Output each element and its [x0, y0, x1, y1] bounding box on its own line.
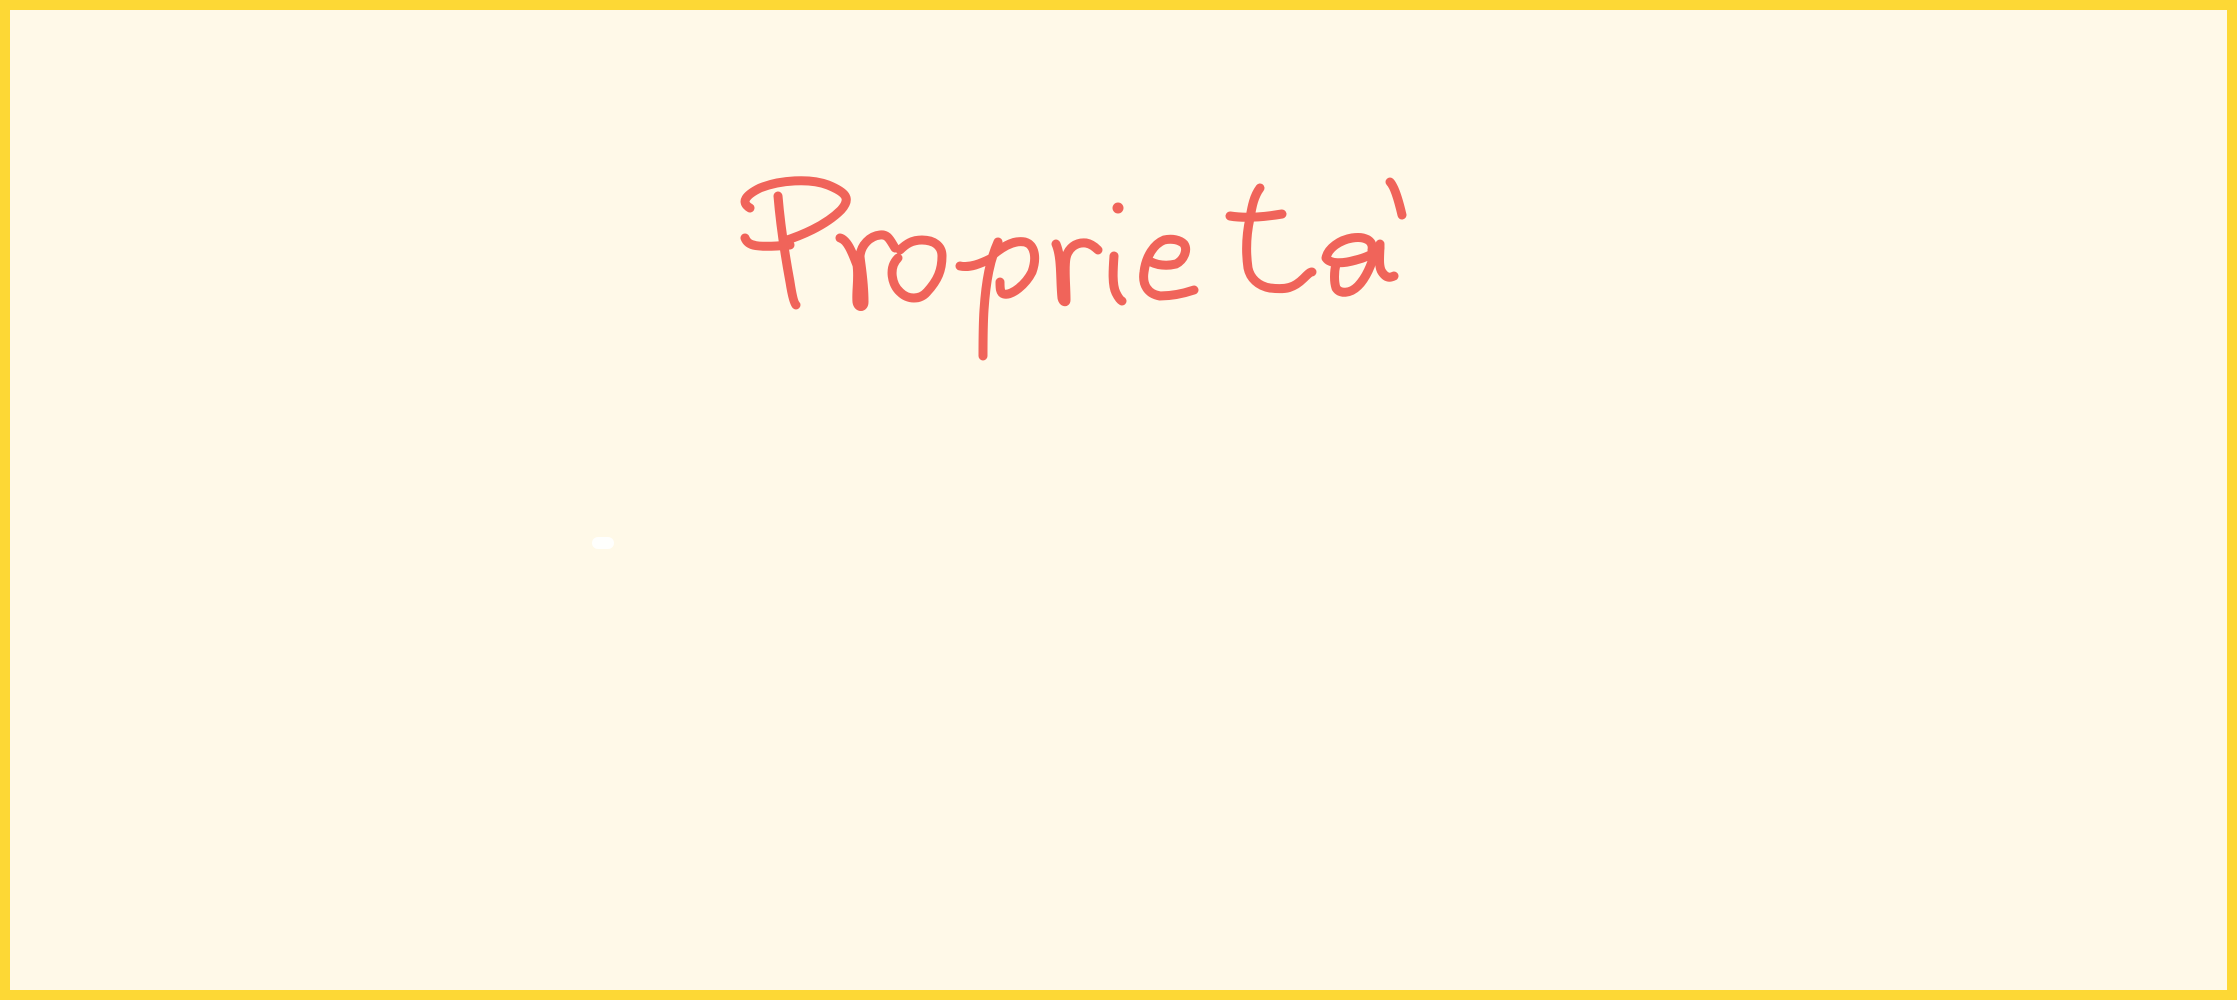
stroke-letter-i-stem [1113, 256, 1122, 301]
stroke-letter-p-loop [745, 181, 846, 241]
stroke-letter-p2-bowl [994, 242, 1035, 295]
handwritten-word[interactable] [710, 160, 1430, 380]
stroke-letter-i-dot [1113, 203, 1124, 214]
stroke-letter-p2-lead [960, 258, 992, 267]
stroke-apostrophe [1390, 182, 1402, 215]
handwriting-strokes [710, 160, 1430, 380]
stroke-letter-o1 [892, 240, 942, 298]
stroke-letter-t-stem [1247, 188, 1312, 289]
eraser-residue-mark [592, 537, 614, 549]
stroke-letter-t-bar [1230, 214, 1282, 217]
stroke-letter-e [1144, 239, 1194, 296]
stroke-letter-a-tail [1380, 244, 1395, 277]
stroke-letter-r2 [1056, 243, 1098, 302]
stroke-letter-r1 [840, 235, 895, 307]
stroke-letter-p-stem [778, 196, 796, 305]
